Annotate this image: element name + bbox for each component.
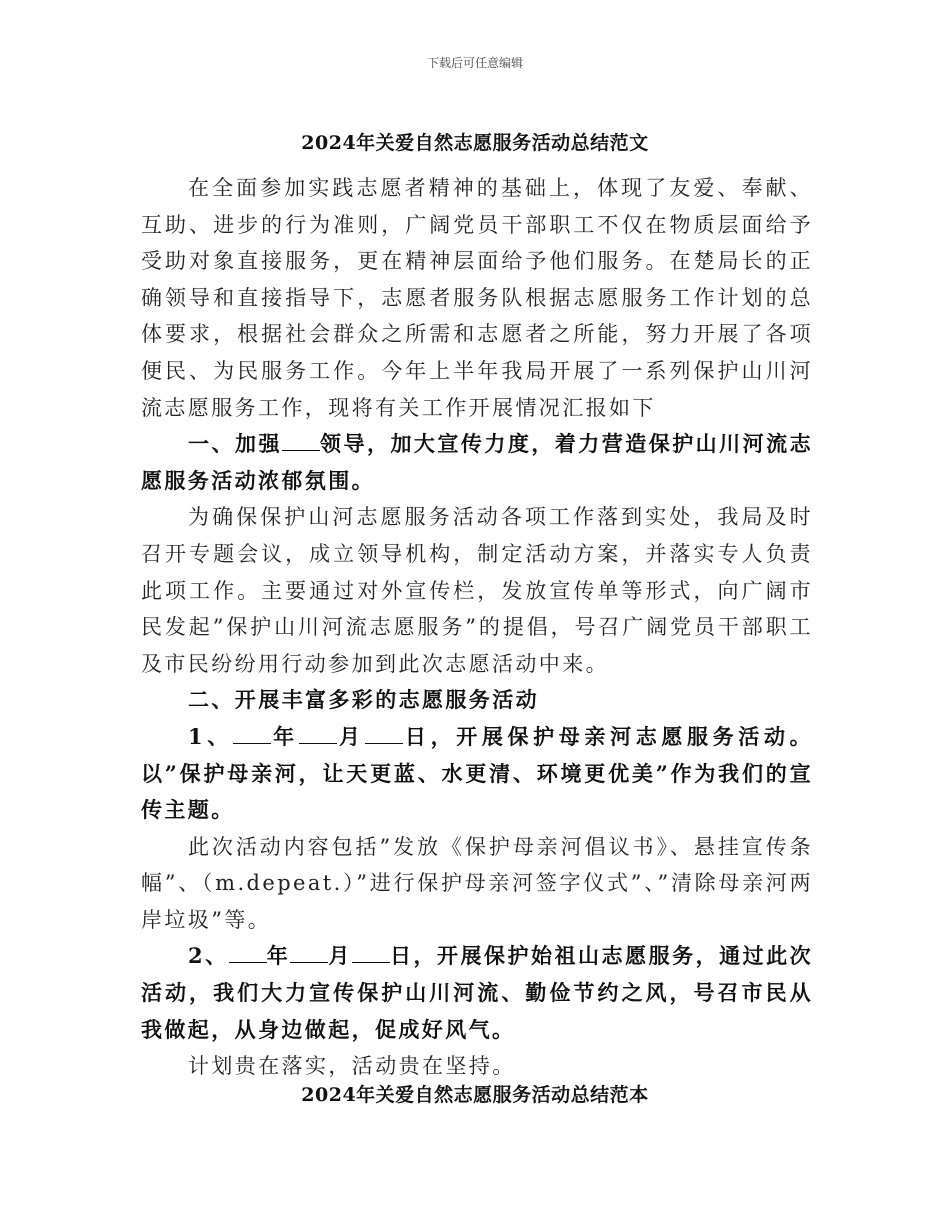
- activity-item-1-number: 1、: [188, 723, 233, 749]
- section-heading-2: 二、开展丰富多彩的志愿服务活动: [188, 687, 539, 713]
- next-document-title: 2024年关爱自然志愿服务活动总结范本: [301, 1084, 649, 1106]
- section-1-paragraph: 为确保保护山河志愿服务活动各项工作落到实处，我局及时召开专题会议，成立领导机构，制定活动方案，并落实专人负责此项工作。主要通过对外宣传栏，发放宣传单等形式，向广阔市民发起”保护山川河流志愿服务”的提倡，号召广阔党员干部职工及市民纷纷用行动参加到此次志愿活动中来。: [141, 505, 813, 676]
- document-body: [141, 170, 813, 1085]
- activity-item-1-text: 日，开展保护母亲河志愿服务活动。以”保护母亲河，让天更蓝、水更清、环境更优美”作为我们的宣传主题。: [141, 723, 813, 823]
- blank-field: [229, 944, 267, 963]
- blank-field: [282, 432, 320, 451]
- closing-paragraph: 计划贵在落实，活动贵在坚持。: [188, 1054, 516, 1079]
- blank-field: [352, 944, 390, 963]
- activity-item-1-month: 月: [336, 723, 365, 749]
- blank-field: [365, 725, 403, 744]
- section-heading-1-suffix: 领导，加大宣传力度，着力营造保护山川河流志愿服务活动浓郁氛围。: [141, 431, 813, 493]
- blank-field: [299, 725, 337, 744]
- header-note: 下载后可任意编辑: [426, 56, 523, 70]
- activity-item-2-month: 月: [328, 943, 352, 969]
- intro-paragraph: 在全面参加实践志愿者精神的基础上，体现了友爱、奉献、互助、进步的行为准则，广阔党员干部职工不仅在物质层面给予受助对象直接服务，更在精神层面给予他们服务。在楚局长的正确领导和直接指导下，志愿者服务队根据志愿服务工作计划的总体要求，根据社会群众之所需和志愿者之所能，努力开展了各项便民、为民服务工作。今年上半年我局开展了一系列保护山川河流志愿服务工作，现将有关工作开展情况汇报如下: [141, 176, 813, 420]
- section-heading-1: [141, 426, 813, 499]
- section-heading-1-prefix: 一、加强: [188, 431, 282, 457]
- blank-field: [233, 725, 271, 744]
- activity-item-2: [141, 938, 813, 1048]
- document-title: 2024年关爱自然志愿服务活动总结范文: [301, 132, 649, 154]
- blank-field: [290, 944, 328, 963]
- activity-1-detail: 此次活动内容包括”发放《保护母亲河倡议书》、悬挂宣传条幅”、（m.depeat.）”进行保护母亲河签字仪式”、”清除母亲河两岸垃圾”等。: [141, 834, 813, 932]
- activity-item-1-year: 年: [270, 723, 299, 749]
- activity-item-2-year: 年: [266, 943, 291, 969]
- activity-item-2-number: 2、: [188, 943, 229, 969]
- activity-item-1: [141, 719, 813, 829]
- activity-item-2-text: 日，开展保护始祖山志愿服务，通过此次活动，我们大力宣传保护山川河流、勤俭节约之风，号召市民从我做起，从身边做起，促成好风气。: [141, 943, 814, 1042]
